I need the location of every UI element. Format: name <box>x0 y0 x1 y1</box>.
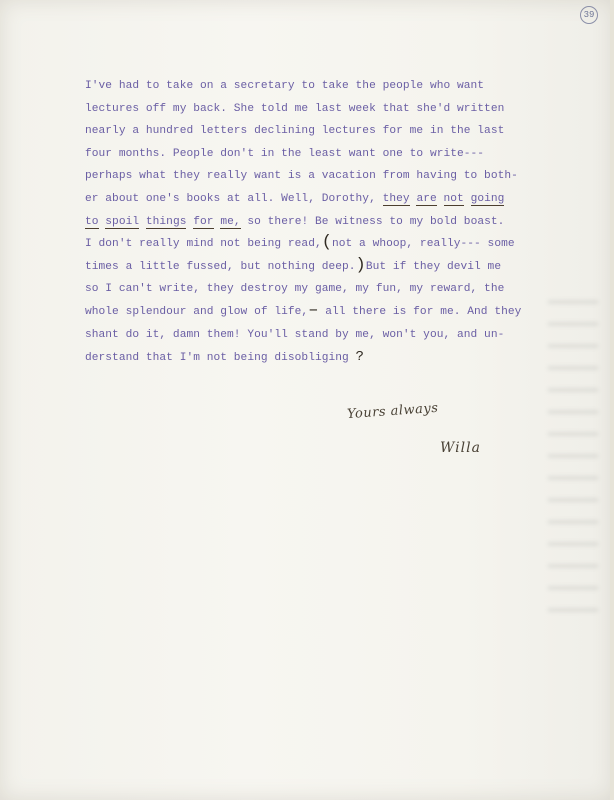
handwritten-close-paren: ) <box>355 255 366 275</box>
letter-line: lectures off my back. She told me last week that she'd written <box>85 102 505 115</box>
letter-line <box>85 211 555 234</box>
letter-line: perhaps what they really want is a vacation from having to both- <box>85 170 518 183</box>
scan-edge <box>610 0 614 800</box>
typed-letter-body <box>85 75 555 369</box>
letter-line: I've had to take on a secretary to take the people who want <box>85 80 485 92</box>
letter-text: not a whoop, really--- some <box>332 238 515 251</box>
letter-text: derstand that I'm not being disobliging <box>85 352 349 365</box>
letter-line: four months. People don't in the least want one to write--- <box>85 147 485 160</box>
handwritten-question-mark: ? <box>355 349 364 366</box>
letter-text: so there! Be witness to my bold boast. <box>247 215 505 228</box>
letter-line: so I can't write, they destroy my game, my fun, my reward, the <box>85 283 505 296</box>
letter-text: I don't really mind not being read, <box>85 238 322 251</box>
page-number-text: 39 <box>583 10 595 20</box>
underlined-word: for <box>193 215 214 228</box>
underlined-word: me, <box>220 215 241 228</box>
underlined-word: are <box>416 192 437 205</box>
letter-text: times a little fussed, but nothing deep. <box>85 260 356 273</box>
letter-text: all there is for me. And they <box>325 305 522 318</box>
underlined-word: things <box>145 215 187 228</box>
underlined-word: to <box>85 215 99 228</box>
handwritten-signature: Willa <box>440 440 481 456</box>
underlined-word: they <box>382 192 410 205</box>
handwritten-dash-mark: – <box>308 300 319 320</box>
page-number-stamp <box>580 6 598 24</box>
letter-line <box>85 233 555 256</box>
letter-line <box>85 256 555 279</box>
handwritten-closing: Yours always <box>346 400 439 423</box>
letter-text: whole splendour and glow of life, <box>85 305 309 318</box>
underlined-word: going <box>470 192 505 205</box>
letter-text: er about one's books at all. Well, Dorothy, <box>85 192 376 205</box>
ink-bleed-through <box>548 300 598 630</box>
underlined-word: not <box>443 192 464 205</box>
letter-line <box>85 188 555 211</box>
underlined-word: spoil <box>105 215 140 228</box>
letter-line <box>85 301 555 324</box>
letter-line: shant do it, damn them! You'll stand by me, won't you, and un- <box>85 328 505 341</box>
handwritten-open-paren: ( <box>321 233 332 253</box>
letter-line <box>85 346 555 369</box>
letter-line: nearly a hundred letters declining lectures for me in the last <box>85 125 505 138</box>
letter-text: But if they devil me <box>365 260 502 273</box>
